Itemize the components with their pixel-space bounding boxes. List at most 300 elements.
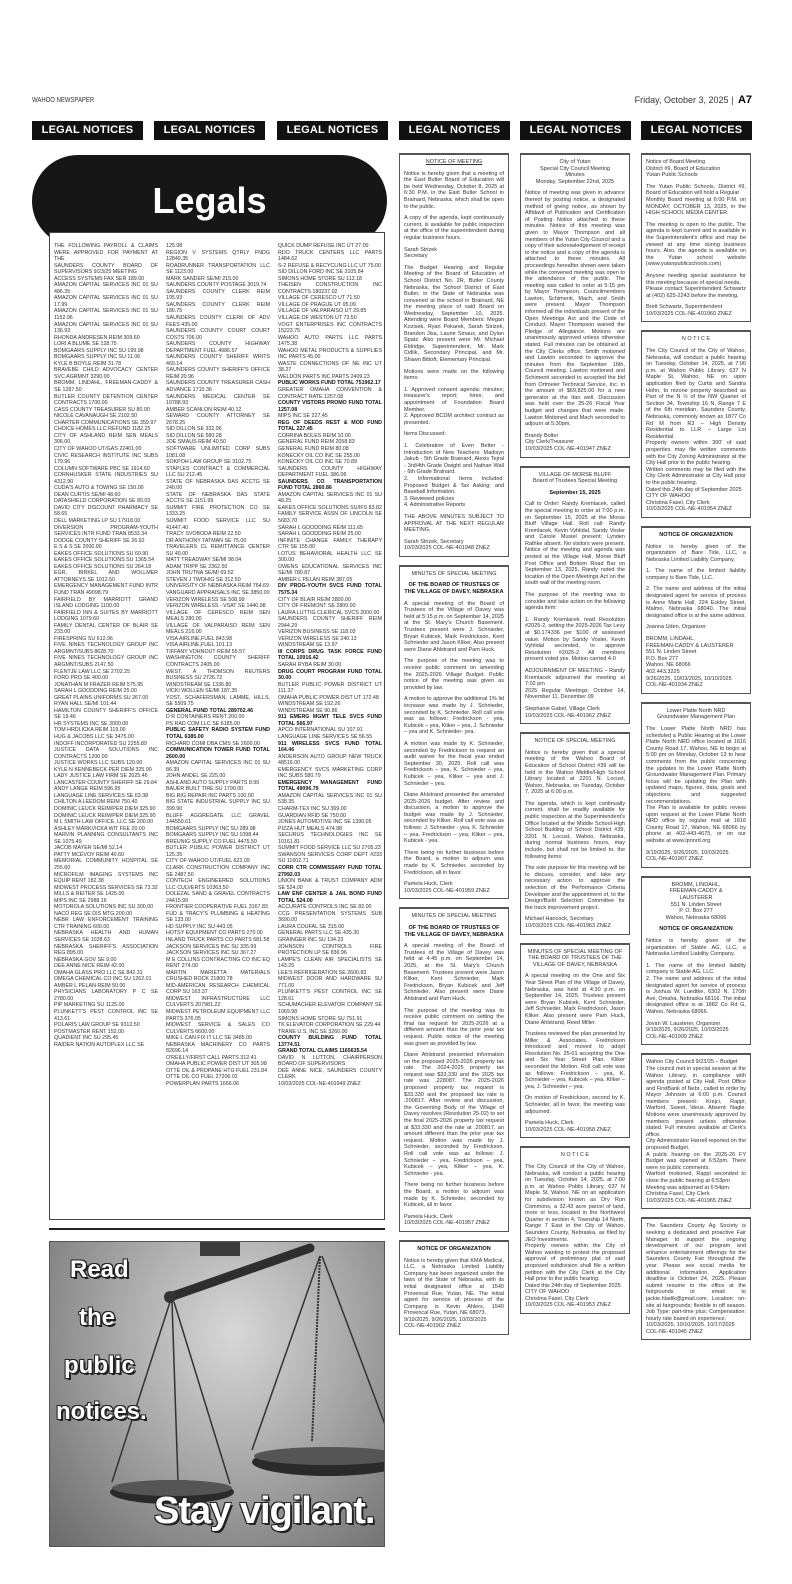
claim-line: BOMGAARS SUPPLY INC SU 1098.44 [166,832,259,839]
claim-line: SAUNDERS COUNTY HIGHWAY DEPARTMENT FUEL 4986.57 [166,341,270,354]
legal-notice [520,732,630,934]
claim-line: AMAZON CAPITAL SERVICES INC 01 SU 486.35 [54,282,158,295]
claim-line: JONATHAN M FRAZER REIM 575.95 [54,681,144,688]
claim-line: MIPS INC SE 2988.16 [54,897,107,904]
section-banner: LEGAL NOTICES [32,121,143,140]
claim-line: JOHN TRUTNA SE/MI 69.52 [166,570,234,577]
legal-notice [399,1240,509,1335]
notice-paragraph: Notice is hereby given that a special meeting of the Wahoo Board of Education of School District #39 will be held in the Wahoo Middle/High School Library located at 2201 N. Locust, Wahoo, Nebraska, on Tuesday, October 7, 2025 at 6:00 p.m. [525,749,625,796]
claim-line: AMAZON CAPITAL SERVICES INC 01 SU 86.39 [166,760,270,773]
claim-line: LEE'S REFRIGERATION SE 2600.83 [278,969,367,976]
ad-text-line: the [79,1304,115,1331]
claim-line: 125.98 [166,243,183,249]
notice-title: NOTICE OF MEETING [425,159,483,165]
claim-line: SUMMIT FIRE PROTECTION CO SE 1333.25 [166,504,270,518]
notice-paragraph: On motion of Fredrickson, second by K. Schnieder, all in favor, the meeting was adjourned. [525,1095,625,1115]
notice-title: NOTICE OF ORGANIZATION [659,531,733,538]
claim-line: SID DILLON SE 332.96 [166,426,222,433]
claim-line: CHARM-TEX INC SU 369.00 [278,806,347,813]
claim-line: VANGUARD APPRAISALS INC SE 3850.00 [166,589,270,596]
claim-line: RAIDER NATION AUTOPLEX LLC SE [54,1041,145,1048]
claim-line: FRONTIER COOPERATIVE FUEL 3167.83 [166,904,268,911]
claim-line: CCG PRESENTATION SYSTEMS SUB 3690.00 [278,910,382,924]
notice-paragraph: Diane Ahlstrand presented the amended 2025-2026 budget. After review and discussion, a motion to approve the budget was made by J. Schnieder, seconded by Kliker. Roll call vote was as follows: J. Schnieder - yea, K. Schnieder – yea, Fredrickson – yea, Kliker – yea, Kubicek - yea. [404,792,504,845]
payroll-column-2 [166,243,270,1088]
notice-paragraph: Sarah Strizek Secretary [404,246,438,260]
claim-line: FAIRFIELD BY MARRIOTT GRAND ISLAND LODGING 1100.00 [54,596,158,610]
claim-line: MOTOROLA SOLUTIONS INC SU 300.00 [54,904,154,911]
claim-line: NEBRASKA MACHINERY CO PARTS 82696.14 [166,1041,270,1055]
notice-paragraph: Michael Hancock, Secretary 10/03/2025 COL-NE-401963 ZNEZ [525,916,611,929]
claim-line: REGION V SYSTEMS QTRLY FNDG 12849.35 [166,249,270,263]
notice-paragraph: Notice of Board Meeting District #9, Board of Education Yutan Public Schools [646,159,721,179]
claim-line: WEST, A THOMSON REUTERS BUSINESS SU 2726.72 [166,668,270,682]
claim-line: EMERGENCY MANAGEMENT FUND INTR FUND TRAN 49098.79 [54,583,158,596]
legal-notice [399,907,509,1232]
claim-line: HAMILTON COUNTY SHERIFF'S OFFICE SE 19.46 [54,707,158,721]
claim-line: PHYSICIANS LABORATORY P C SE 2780.00 [54,989,158,1002]
claim-line: PLUNKETT'S PEST CONTROL INC SE 413.61 [54,1008,158,1022]
claim-line: DOLEZAL SAND & GRAVEL CONTRACTS 24415.99 [166,891,270,904]
notice-paragraph: The purpose of the meeting was to receive public comment on setting the final tax request for 2025-2026 at a different amount than the prior year tax request. Public notice of the meeting was given as provided by law. [404,1007,504,1047]
claim-line: NEBR LAW ENFORCEMENT TRAINING CTR TRAINING 600.00 [54,917,158,930]
notice-paragraph: 9/19/2025, 9/26/2025, 10/03/2025 COL-NE-401907 ZNEZ [646,849,729,863]
claim-line: JACOB MAYER SE/MI 52.14 [54,845,123,852]
fund-total: REG OF DEEDS REST & MOD FUND TOTAL 227.45 [278,419,382,433]
ad-text-line: notices. [56,1398,147,1425]
claim-line: BRAVEBE CHILD ADVOCACY CENTER SVC AGRMNT 3290.00 [54,367,158,380]
notice-paragraph: 2. The name and address of the initial designated agent for service of process is Anne Marie Hall, 224 Eckley Street, Malmo, Nebraska 68040. The initial designated office is at the same address. [646,586,746,619]
claim-line: EAKES OFFICE SOLUTIONS SU 60.90 [54,550,149,557]
claim-line: WINDSTREAM SE 90.86 [278,707,338,714]
claim-line: VILLAGE OF VALPARAISO REIM SEN MEALS 216.00 [166,622,270,636]
claim-line: MATT TREADWAY SE/MI 98.04 [166,557,242,564]
claim-line: SAUNDERS COUNTY HIGHWAY DEPARTMENT FUEL 386.06 [278,465,382,479]
claim-line: GREATER OMAHA CONVENTION & CONTRACT RATE 1257.08 [278,387,382,400]
section-banner: LEGAL NOTICES [277,121,388,140]
claim-line: JOE SMAUS REIM 40.50 [166,439,227,446]
claim-line: CITY OF WAHOO UT/GAS 22401.00 [54,445,142,452]
claim-line: LOTUS BEHAVIORAL HEALTH LLC SE 300.00 [278,550,382,564]
page-number: A7 [737,94,752,106]
legal-notice [520,153,630,458]
notice-paragraph: The City Council of the City of Wahoo, Nebraska, will conduct a public hearing on Tuesday, October 14, 2025, at 7:00 p.m. at Wahoo Public Library, 637 N Maple St, Wahoo, NE on upon application filed by Curtis and Sandra Hohn, to rezone property described as Part of the N ½ of the NW Quarter of Section 34, Township 16 N, Range 7 E of the 6th meridian, Saunders County, Nebraska, commonly known as 1877 Co Rd M from R3 – High Density Residential to LLR – Large Lot Residential. Property owners within 300' of said properties may file written comments with the City Zoning Administrator at the City Hall prior to the public hearing. Written comments may be filed with the City Clerk Administrator at City Hall prior to the public hearing. Dated this 24th day of September 2025 CITY OF WAHOO Christina Fasel, City Clerk 10/03/2025 COL-NE-401954 ZNEZ [646,348,746,513]
claim-line: WINDSTREAM SE 13.97 [278,642,338,649]
claim-line: BAUER BUILT TIRE SU 1790.00 [166,786,244,793]
notice-title: Lower Platte North NRD Groundwater Management Plan [657,707,735,721]
claim-line: OMAHA PUBLIC POWER DIST UT 305.98 [166,1061,267,1068]
claim-line: MIDWEST INFRASTRUCTURE LLC CULVERTS 207981.22 [166,995,270,1009]
claim-line: VERIZON BUSINESS SE 118.03 [278,629,356,636]
claim-line: VERIZON WIRELESS SE 508.99 [166,596,245,603]
notice-paragraph: Notice is hereby given of the organization of Bare Tide, LLC, a Nebraska Limited Liability Company. [646,543,746,563]
claim-line: SOKPOH LAW GROUP SE 3102.75 [166,459,252,466]
claim-line: AMAZON CAPITAL SERVICES INC 01 SU 538.35 [278,792,382,806]
claim-line: BROMM, LINDAHL, FREEMAN-CADDY & SE 1287.50 [54,380,158,394]
claim-line: JOHN ANDEL SE 225.00 [166,773,226,780]
notice-paragraph: Stephanie Gabel, Village Clerk 10/03/2025 COL-NE-401962 ZNEZ [525,705,611,719]
claim-line: KONECKY OIL CO INC SE 255.00 [278,452,360,459]
claim-line: CHILTON A LEEDOM REIM 750.40 [54,799,138,806]
notice-paragraph: Motions were made on the following items: [404,368,504,382]
claim-line: WAHOO METAL PRODUCTS & SUPPLIES INC PARTS 45.00 [278,347,382,361]
notice-paragraph: Notice is hereby given that a meeting of the East Butler Board of Education will be held Wednesday, October 8, 2025 at 6:30 P.M. in the East Butler School in Brainard, Nebraska, which shall be open to the public. [404,170,504,210]
claim-line: MIDWEST SERVICE & SALES CO CULVERTS 6600.00 [166,1022,270,1035]
notice-title: VILLAGE OF MORSE BLUFF Board of Trustees Special Meeting [532,471,618,485]
claim-line: VERIZON WIRELESS - VSAT SE 1440.98 [166,603,266,610]
claim-line: OMAHA PUBLIC POWER DIST UT 172.48 [278,694,379,701]
claim-line: SAUNDERS COUNTY SHERIFF WRITS 469.14 [166,354,270,367]
separator: | [731,95,734,105]
claim-line: LANGUAGE LINE SERVICES SE 56.55 [278,734,373,741]
claim-line: MIKE L CAN FIX IT LLC SE 3485.00 [166,1035,252,1042]
claim-line: SAUNDERS COUNTY CLERK OF ADV FEES 435.00 [166,315,270,328]
claim-line: SAUNDERS COUNTY SHERIFF'S OFFICE REIM 20.96 [166,367,270,380]
fund-total: LAW ENF CENTER & JAIL BOND FUND TOTAL 524.00 [278,891,382,904]
claim-line: PS RAD COM LLC SE 6185.00 [166,720,240,727]
fund-total: COUNTY BUILDING FUND TOTAL 13774.51 [278,1035,382,1048]
fund-total: COMMUNICATION TOWER FUND TOTAL 2600.00 [166,747,270,760]
claim-line: GUARDIAN RFID SE 750.00 [278,812,346,819]
claim-line: ANDY LANGE REIM 596.95 [54,786,121,793]
claim-line: S-2 REFUSE & RECYCLING LLC UT 75.00 [278,262,381,269]
claim-line: VILLAGE OF WESTON UT 73.50 [278,315,357,322]
claim-line: FAMILY SERVICE ASSN OF LINCOLN SE 5683.70 [278,511,382,524]
claim-line: OWENS EDUCATIONAL SERVICES INC SE/MI 780.87 [278,563,382,577]
claim-line: EAKES OFFICE SOLUTIONS SU/IFS 83.82 [278,504,382,511]
fund-total: GENERAL FUND TOTAL 289702.46 [166,707,254,714]
claim-line: GENERAL FUND REIM 80.08 [278,445,349,452]
claim-line: YOST, SCHAFERSMAN, LAMME, HILLS, SE 5509.75 [166,694,270,708]
claim-line: RHONDA ANDRESEN REIM 309.60 [54,334,140,341]
claim-line: ASHLEY MARKVICKA WIT FEE 20.00 [54,825,145,832]
claim-line: GENERAL FUND REIM 2058.83 [278,439,355,446]
claim-line: D R CONTAINERS RENT 200.00 [166,714,245,721]
notice-paragraph: THE ABOVE MINUTES SUBJECT TO APPROVAL AT THE NEXT REGULAR MEETING. [404,513,504,534]
notice-paragraph: 1. Approved consent agenda: minutes; treasurer's report; hires; and appointment of Foundation Board Member. 2. Approved BCDM architect contract as presented. [404,386,504,426]
notice-paragraph: There being no further business before the Board, a motion to adjourn was made by K. Schnieder, seconded by Fredrickson, all in favor. [404,849,504,876]
claim-line: LORI A BLUME SE 128.75 [54,341,117,348]
claim-line: SAUNDERS COUNTY CLERK REIM 180.75 [166,301,270,315]
claim-line: CIVIC RESEARCH INSTITUTE INC SUBS 179.96 [54,452,158,466]
ad-text-line: public [64,1352,135,1379]
notice-paragraph: Diane Ahlstrand presented information on the proposed 2025-2026 property tax rate. The 2024-2025 property tax request was $33,330 and the 2025 tax rate was .228087. The 2025-2026 proposed property tax request is $33,330 and the proposed tax rate is .200817. After review and discussion, the Governing Body of the Village of Davey resolves (Resolution 25-02) to set the final 2025-2026 property tax request at $33,330 and the rate at .200817, an amount different than the prior year tax request. Motion was made by J. Schnieder, seconded by Fredrickson. Roll call vote was as follows: J. Schnieder – yea, Fredrickson – yea, Kubicek – yea, Kliker – yea, K. Schnieder - yea. [404,1052,504,1177]
public-notice-ad [49,1241,385,1547]
claim-line: BUTLER COUNTY DETENTION CENTER CONTRACTS 1700.00 [54,393,158,407]
claim-line: VILLAGE OF CERESCO REIM SEN MEALS 280.00 [166,609,270,623]
claim-line: INFINITE CHANGE FAMILY THERAPY CTR SE 155.00 [278,537,382,551]
claim-line: SCHUMACHER ELEVATOR COMPANY SE 1069.98 [278,1002,382,1015]
section-banner: LEGAL NOTICES [520,121,631,140]
claim-line: KYLE N KENNEBECK PER DIEM 325.90 [54,766,152,773]
divider [49,1228,385,1230]
ad-tagline: Stay vigilant. [154,1490,375,1532]
notice-paragraph: Notice of meeting was given in advance thereof by posting notice, a designated method of giving notice, as shown by Affidavit of Publication and Certification of Posting Notice attached to these minutes. Notice of this meeting was given to Mayor Thompson and all members of the Yutan City Council and a copy of their acknowledgement of receipt to the notice and a copy of the agenda is attached to these minutes. All proceedings hereafter shown were taken while the convened meeting was open to the attendance of the public. The meeting was called to order at 5:15 pm by Mayor Thompson, Councilmembers Lawton, Schimenti, Mach, and Smith were present. Mayor Thompson informed all the individuals present of the Open Meetings Act and the Code of Conduct. Mayor Thompson waived the Pledge of Allegiance. Motions are unanimously approved unless otherwise stated. Full minutes can be obtained at the City Clerks office. Smith motioned and Lawton seconded to approve the minutes from the September 16th, Council meeting. Lawton motioned and Schimenti seconded to accepted the bid from Ortmeier Technical Service, Inc. in the amount of $69,825.00 for a new generator at the Itan well. Discussion was held over the 25-26 Fiscal Year budget and changes that were made. Lawton Motioned and Mach seconded to adjourn at 5:30pm. [525,190,625,428]
notice-paragraph: Pamela Huck, Clerk 10/03/2025 COL-NE-401957 ZNEZ [404,1213,490,1227]
claim-line: BOMGAARS SUPPLY INC SU 11.06 [54,354,141,361]
claim-line: SIMONS HOME STORE SU 113.18 [278,275,362,282]
notice-title: MINUTES OF SPECIAL MEETING [411,913,497,920]
claim-line: DEE ANNE NICE REIM 42.00 [54,963,125,970]
fund-total: COUNTY VISTORS PROMO FUND TOTAL 1257.08 [278,400,382,413]
claim-line: OMAHA GLASS PRO LLC SE 842.31 [54,969,143,976]
claim-line: SARAH L GOODDING REIM 25.00 [278,531,361,538]
claim-line: BOMGAARS SUPPLY INC SU 199.98 [54,347,144,354]
claim-line: VISA AIRLINE,FUEL 101.13 [166,642,233,649]
claim-line: MIPS INC SE 227.45 [278,413,328,420]
claim-line: CITY OF BLAIR REIM 2800.00 [278,596,351,603]
notices-column-4 [399,153,509,1343]
claim-line: COLUMN SOFTWARE PBC SE 1914.60 [54,465,150,472]
section-title: Legals [32,155,387,247]
claim-line: ASHLAND AUTO SUPPLY PARTS 8.99 [166,779,260,786]
claim-line: PLUNKETT'S PEST CONTROL INC SE 128.61 [278,989,382,1002]
claim-line: NEBRASKA.GOV SE 9.00 [54,956,117,963]
claim-line: VICKI WOLLEN SE/MI 187.35 [166,688,238,695]
notice-paragraph: Brandy Bolter City Clerk/Treasurer 10/03/2025 COL-NE-401947 ZNEZ [525,432,611,452]
notice-paragraph: 1. Celebration of Even Better - Introduction of New Teachers: Madisyn Jakub - 5th Grade Brainard, Alexis Tejral - 3rd/4th Grade Dwight and Nathan Wall - 6th Grade Brainard. 2. Informational Items Included: Proposed Budget & Tax Asking; and Baseball Information. 3. Reviewed policies 4. Administrative Reports [404,442,504,509]
notice-paragraph: A motion to approve the additional 1% lid increase was made by J. Schnieder, seconded by K. Schnieder. Roll call vote was as follows: Fredrickson - yea, Kubicek – yea, Kliker – yea, J. Schnieder – yea and K. Schnieder- yea. [404,696,504,736]
notice-title: N O T I C E [681,336,711,343]
claim-line: VILLAGE OF CERESCO UT 71.50 [278,295,360,302]
notice-paragraph: The meeting is open to the public. The agenda is kept current and is available in the Superintendent's office and may be viewed at any time during business hours. Also, the agenda is available on the Yutan school website (www.yutanpublicschools.com) [646,221,746,268]
claim-line: CONTECH ENGINEERED SOLUTIONS LLC CULVERTS 10363.50 [166,878,270,891]
notice-paragraph: 1. Randy Kremlacek read Resolution #2025-2, setting the 2025-2026 Tax Levy at $0.174336 per $100 of assessed value. Motion by Sandy Vosler, Kevin Vyhlidal seconded, to approve Resolution #2025-2. All members present voted yes. Motion carried 4-0 [525,616,625,663]
section-banner: LEGAL NOTICES [154,121,265,140]
claim-line: BUTLER PUBLIC POWER DISTRICT UT 125.35 [166,845,270,858]
claim-line: SUMMIT FOOD SERVICE LLC SU 2705.23 [278,845,381,852]
notice-paragraph: The Saunders County Ag Society is seeking a dedicated and proactive Fair Manager to support the ongoing development of our program and enhance entertainment offerings for the Saunders County Fair throughout the year. Please see social media for additional information. Application deadline is October 24, 2025. Please submit resume to the office at the fairgrounds or email to jackie.hladik@gmail.com. Location: on-site at fairgrounds; flexible in off season. Job Type: part-time plus; Compensation: hourly rate based on experience. 10/03/2025, 10/10/2025, 10/17/2025 COL-NE-401945 ZNEZ [646,1223,746,1335]
claim-line: INDOFF INCORPORATED SU 2255.89 [54,740,147,747]
claim-line: FAIRFIELD INN & SUITES BY MARRIOTT LODGING 1079.60 [54,609,158,623]
claim-line: STAPLES CONTRACT & COMMERCIAL LLC SU 212.45 [166,465,270,479]
claim-line: SAUNDERS COUNTY POSTAGE 3019.74 [166,282,267,289]
claim-line: BLUFF AGGREGATE LLC GRAVEL 144550.61 [166,812,270,826]
claim-line: JUSTICE WORKS LLC SUBS 120.00 [54,760,143,767]
claim-line: AMAZON CAPITAL SERVICES INC 01 SU 48.25 [278,491,382,505]
fund-total: DRUG COURT PROGRAM FUND TOTAL 30.00 [278,668,382,682]
claim-line: WASTE CONNECTIONS OF NE INC UT 38.27 [278,360,382,374]
notice-paragraph: The City Council of the City of Wahoo, Nebraska, will conduct a public hearing on Tuesday, October 14, 2025, at 7:00 p.m. at Wahoo Public Library, 637 N Maple St, Wahoo, NE on an application for subdivision known as Dry Run Commons, a 32.43 acre parcel of land, more or less, located in the Northwest Quarter in section 4, Township 14 North, Range 7 East in the City of Wahoo, Saunders County, Nebraska, as filed by JEO Investments. Property owners within the City of Wahoo wanting to protest the proposed approval of preliminary plat of said proposed subdivision shall file a written petition with the City Clerk at the City Hall prior to the public hearing. Dated this 24th day of September 2025 CITY OF WAHOO Christina Fasel, City Clerk 10/03/2025 COL-NE-401953 ZNEZ [525,1164,625,1309]
notice-subtitle: NOTICE OF ORGANIZATION [659,926,733,933]
claim-line: E S & S SE 2000.00 [54,544,102,551]
dateline [635,94,752,106]
claim-line: MARVIN PLANNING CONSULTANTS INC SE 1075.49 [54,832,158,845]
claim-line: RDO TRUCK CENTERS LLC PARTS 1484.62 [278,249,382,263]
claim-line: LAMPE'S CLEAN AIR SPECIALISTS SE 143.25 [278,956,382,970]
notice-paragraph: Brett Schwartz, Superintendent 10/03/2025 COL-NE-401960 ZNEZ [646,304,732,317]
claim-line: OMEGA CHEMICAL CO INC SU 1262.01 [54,976,152,983]
claim-line: GENERAL PARTS LLC SE 435.30 [278,930,360,937]
claim-line: POLARIS LAW GROUP SE 9312.50 [54,1022,140,1029]
notice-paragraph: Notice is hereby given that KMA Medical, LLC, a Nebraska Limited Liability Company has been organized under the laws of the State of Nebraska, with its initial designated office at 1540 Provencal Rue, Yutan, NE. The initial agent for service of process of the Company is Kevin Ahlers, 1540 Provencal Rue, Yutan, NE 68073. 9/19/2025, 9/26/2025, 10/03/2025 COL-NE-401902 ZNEZ [404,1257,504,1330]
notice-paragraph: Notice is hereby given of the organization of Stable AG, LLC, a Nebraska Limited Liability Company. [646,938,746,958]
claim-line: DEE ANNE NICE, SAUNDERS COUNTY CLERK [278,1067,382,1081]
claim-line: TK ELEVATOR CORPORATION SE 229.44 [278,1022,381,1029]
claim-line: BIG RIG REPAIR INC PARTS 100.00 [166,792,254,799]
claim-line: CHARTER COMMUNICATIONS SE 359.97 [54,419,157,426]
notices-column-5 [520,153,630,1322]
fund-total: CORR CTR COMMISSARY FUND TOTAL 27992.03 [278,864,382,878]
claim-line: JUSTICE DATA SOLUTIONS INC CONTRACTS 1200.00 [54,747,158,760]
claim-line: CITY OF FREMONT SE 2800.00 [278,603,356,610]
notice-title: MINUTES OF SPECIAL MEETING OF THE BOARD OF TRUSTEES OF THE VILLAGE OF DAVEY, NEBRASKA [527,948,623,968]
claim-line: AMAZON CAPITAL SERVICES INC 01 SU 1152.96 [54,308,158,322]
claim-line: BUTLER PUBLIC POWER DISTRICT UT 111.37 [278,681,382,695]
claim-line: SAUNDERS MEDICAL CENTER SE 10788.93 [166,393,270,407]
legal-notice [520,943,630,1139]
claim-line: DR ANTHONY TATMAN SE 75.00 [166,537,247,544]
claim-line: WAHOO AUTO PARTS LLC PARTS 1475.38 [278,334,382,348]
claim-line: MIDWEST PROCESS SERVICES SE 73.32 [54,884,158,891]
fund-total: PUBLIC WORKS FUND TOTAL 751962.17 [278,380,381,387]
claim-line: HR SYSTEMS INC SE 3000.00 [54,720,129,727]
claim-line: M L SMITH LAW OFFICE, LLC SE 200.00 [54,819,154,826]
claim-line: AMBER L PELAN REIM 387.05 [278,576,353,583]
notice-title: NOTICE OF SPECIAL MEETING [534,738,616,745]
legal-notice [641,330,751,517]
claim-line: SID DILLON SE 580.28 [166,432,222,439]
claim-line: MIDWEST PETROLEUM EQUIPMENT LLC PARTS 376.05 [166,1008,270,1022]
legal-notice [641,1053,751,1209]
legal-notice [641,876,751,1045]
notice-paragraph: Jovan W. Lausterer, Organizer 9/19/2025, 9/26/2025, 10/03/2025 COL-NE-401909 ZNEZ [646,1020,729,1040]
claim-line: EAKES OFFICE SOLUTIONS SU 1365.54 [54,557,155,564]
claim-line: OTTE OIL & PROPANE HTG FUEL 231.84 [166,1067,268,1074]
legal-notice [641,526,751,694]
claim-line: TRACY SVOBODA REIM 22.50 [166,531,241,538]
notice-paragraph: There being no further business before the Board, a motion to adjourn was made by K. Schnieder, seconded by Kubicek, all in favor. [404,1182,504,1209]
claim-line: ROADRUNNER TRANSPORTATION LLC SE 1123.00 [166,262,270,276]
claim-line: WINDSTREAM SE 1336.80 [166,681,232,688]
notice-paragraph: Call to Order: Randy Kremlacek, called the special meeting to order at 7:00 p.m. on September 15, 2025 at the Morse Bluff Village Hall. Roll call: Randy Kremlacek, Kevin Vyhlidal, Sandy Vosler and Carole Musiel present; Lynden Rathke absent. No visitors were present. Notice of the meeting and agenda was posted at the Village Hall, Morse Bluff Post Office and Bottom Road Bar on September 13, 2025. Randy noted the location of the Open Meetings Act on the south wall of the meeting room. [525,501,625,587]
claim-line: NEBRASKA SHERIFF'S ASSOCIATION REG 895.00 [54,943,158,957]
fund-total: EMERGENCY MANAGEMENT FUND TOTAL 49096.79 [278,779,382,793]
claim-line: FUD & TRACY'S PLUMBING & HEATING SE 133.00 [166,910,270,924]
notice-paragraph: ADJOURNMENT OF MEETING – Randy Kremlacek adjourned the meeting at 7:02 pm 2025 Regular Meetings: October 14, November 11, December 09 [525,667,625,701]
fund-total: GRAND TOTAL CLAIMS 1165635.54 [278,1048,367,1055]
notice-paragraph: Wahoo City Council 9/23/25 – Budget The council met in special session at the Wahoo Library, in compliance with agenda posted at City Hall, Post Office and FirstBank of Nebr., called to order by Mayor Johnson at 6:00 p.m. Council members present: Krejci, Rappl, Warford, Sweet, Ideus. Absent: Nagle. Motions were unanimously approved by members present unless otherwise stated. Full minutes available at Clerk's office. City Administrator Harrell reported on the proposed Budget. A public hearing on the 2025-26 FY Budget was opened at 6:52pm. There were no public comments. Warford motioned, Rappl seconded to close the public hearing at 6:53pm Meeting was adjourned at 6:54pm. Christina Fasel, City Clerk 10/03/2025 COL-NE-401965 ZNEZ [646,1059,746,1204]
notice-subtitle: OF THE BOARD OF TRUSTEES OF THE VILLAGE OF DAVEY, NEBRASKA [404,925,504,938]
claim-line: SARAH RYBA REIM 30.00 [278,662,342,668]
claim-line: DIVERSION PROGRAM-YOUTH SERVICES INTR FUND TRAN 8533.34 [54,524,158,538]
publication-name: WAHOO NEWSPAPER [32,97,95,104]
claim-line: FLENTJE LAW LLC SE 2702.25 [54,668,131,675]
notice-paragraph: BROMM, LINDAHL, FREEMAN-CADDY & LAUSTERER 551 N. Linden Street P.O. Box 277 Wahoo, NE 68066 402.443.3225 9/26/2025, 10/03/2025, 10/10/2025 COL-NE-401934 ZNEZ [646,636,734,689]
claim-line: POSTMASTER RENT 152.00 [54,1028,124,1035]
notice-paragraph: The Budget Hearing and Regular Meeting of the Board of Education of School District No. 2R, Butler County Nebraska, the School District of East Butler, in the State of Nebraska was convened at the school in Brainard, NE the meeting place of said Board on Wednesday, September 10, 2025. Attending were Board Members: Megan Kozisek, Ryan Pekarek, Sarah Strizek, Brandon Jisa, Laurie Smaus, and Dylan Spatz. Also present were Mr. Michael Eldridge, Superintendent, Mr. Mark Cidlik, Secondary Principal, and Mr. Shawn Bittoft, Elementary Principal. [404,264,504,364]
notice-paragraph: 1. The name of the limited liability company is Bare Tide, LLC. [646,568,746,581]
notice-paragraph: Joanna Uden, Organizer [646,624,706,631]
legal-notice [520,1146,630,1314]
notice-paragraph: The agenda, which is kept continually current, shall be readily available for public inspection at the Superintendent's Office located at the Middle School-High School Building of School District #39, 2201 N. Locust, Wahoo, Nebraska, during normal business hours, may include, but shall not be limited to, the following items: [525,800,625,860]
claim-line: SAUNDERS COUNTY SHERIFF REIM 2944.29 [278,616,382,629]
claim-line: M E COLLINS CONTRACTING CO INC EQ RENT 274.00 [166,956,270,970]
claim-line: SOFTWARE UNLIMITED CORP SUBS 1081.08 [166,445,270,459]
claim-line: WINDSTREAM SE 192.26 [278,701,341,708]
claim-line: APCO INTERNATIONAL SU 107.91 [278,727,363,734]
notice-paragraph: The purpose of the meeting was to consider and take action on the following agenda item: [525,592,625,612]
claim-line: DAVID CITY DISCOUNT PHARMACY SE 58.65 [54,504,158,518]
claim-line: JONES AUTOMOTIVE INC SE 1390.05 [278,819,372,826]
ad-text-line: Read [70,1256,129,1283]
section-banner: LEGAL NOTICES [641,121,752,140]
notice-paragraph: Items Discussed: [404,431,446,438]
issue-date: Friday, October 3, 2025 [634,95,729,105]
claim-line: JOHNSON CONTROLS FIRE PROTECTION LP SE 836.96 [278,943,382,957]
claim-line: HOTSY EQUIPMENT CO PARTS 270.00 [166,930,263,937]
notice-paragraph: A special meeting of the Board of Trustees of the Village of Davey was held at 5:15 p.m. on September 14, 2025 at the St. Mary's Church Basement. Trustees present were J. Schnieder, Bryan Kubicek, Mark Fredrickson, Kent Schnieder and Jason Kliker. Also present were Diane Ahlstrand and Pam Huck. [404,600,504,653]
claim-line: SAUNDERS COUNTY COURT COURT COSTS 706.00 [166,328,270,341]
claim-line: VOGT ENTERPRISES INC CONTRACTS 15223.75 [278,321,382,335]
notice-paragraph: 1. The name of the limited liability company is Stable AG, LLC. 2. The name and address of the initial designated agent for service of process is Joshua W. Luedtke, 6302 N. 170th Ave, Omaha, Nebraska 68116. The initial designated office is at 1882 Co Rd G, Wahoo, Nebraska 68066. [646,962,746,1015]
claim-line: SAUNDERS COUNTY CLERK REIM 195.93 [166,288,270,302]
claim-line: ADAM TRIPP SE 2362.50 [166,563,228,570]
notice-paragraph: The sole purpose for this meeting will be to discuss, consider, and take any necessary action to approve the selection of the Performance Criteria Developer and the appointment of, to the Design/Build Selection Committee for the track improvement project. [525,865,625,911]
claim-line: JACKSON SERVICES INC SU 335.99 [166,943,257,950]
claim-line: TIFFANY VOHNOUT REIM 55.57 [166,648,245,655]
claim-line: KONECKY OIL CO INC SE 70.89 [278,459,357,466]
claim-line: CITY OF ASHLAND REIM SEN MEALS 306.00 [54,432,158,446]
claim-line: DOMINIC LEUCK REIM/PER DIEM 325.90 [54,812,156,819]
fund-total: 911 EMERG MGMT TELE SVCS FUND TOTAL 566.97 [278,714,382,727]
claim-line: SIMONS HOME STORE SU 751.91 [278,1015,363,1022]
claim-line: POWERPLAN PARTS 1666.06 [166,1081,240,1087]
legal-notice [641,153,751,322]
claim-line: WASHINGTON COUNTY SHERIFF CONTRACTS 2405.00 [166,655,270,668]
claim-line: GRAINGER INC SU 134.23 [278,936,344,943]
claim-line: THEISEN CONSTRUCTION INC CONTRACTS 180237.02 [278,282,382,295]
claim-line: O'REILLY/FIRST CALL PARTS 312.41 [166,1054,257,1061]
claim-line: EGR, BIRKEL AND WOLLMER ATTORNEYS SE 1012.50 [54,570,158,583]
notice-paragraph: A special meeting on the One and Six Year Street Plan of the Village of Davey, Nebraska, was held at 4:30 p.m. on September 14, 2025. Trustees present were Bryan Kubicek, Kent Schnieder, Jeff Schnieder, Mark Fredrickson, Jason Kliker. Also present were Pam Huck, Diane Ahlstrand, Reed Miller. [525,973,625,1026]
claim-line: WELDON PARTS INC PARTS 2409.23 [278,373,370,380]
claim-line: CHOICE HOMES LLC REFUND 1182.25 [54,426,151,433]
notice-paragraph: Anyone needing special assistance for this meeting because of special needs, Please contact Superintendent Schwartz at (402) 625-2243 before the meeting. [646,272,746,299]
claim-line: SAUNDERS COUNTY TREASURER CASH ADVANCE 1710.36 [166,380,270,394]
claim-line: CUDA'S AUTO & TOWING SE 150.00 [54,485,144,492]
claim-line: CORRINA BOLES REIM 10.00 [278,432,351,439]
claim-line: EMERGENCY SVCS MARKETING CORP INC SUBS 580.79 [278,766,382,780]
section-banners [32,121,752,141]
claim-line: SARAH L GOODDING REIM 25.00 [54,688,137,695]
payroll-claims-notice [49,232,385,1220]
claim-line: MARTIN MARIETTA MATERIALS CRUSHED ROCK 21800.78 [166,969,270,983]
claim-line: ACCURATE CONTROLS INC SE 82.00 [278,904,372,911]
claim-line: PIZZA HUT MEALS 474.88 [278,825,343,832]
claim-line: TOM HRDLICKA REIM 119.00 [54,727,126,734]
notice-subtitle: OF THE BOARD OF TRUSTEES OF THE VILLAGE OF DAVEY, NEBRASKA [404,582,504,596]
claim-line: CLARK CONSTRUCTION COMPANY INC SE 2487.50 [166,864,270,878]
claim-line: SECURUS TECHNOLOGIES INC SE 10161.81 [278,832,382,845]
legal-notice [399,565,509,900]
claim-line: LANGUAGE LINE SERVICES SE 63.38 [54,792,149,799]
claim-line: VILLAGE OF VALPARAISO UT 29.85 [278,308,367,315]
claim-line: EAKES OFFICE SOLUTIONS SU 264.18 [54,563,152,570]
fund-total: PUBLIC SAFETY RADIO SYSTEM FUND TOTAL 6385.00 [166,727,270,741]
claim-line: OTTE OIL CO FUEL 27206.02 [166,1074,238,1081]
claim-line: CASS COUNTY TREASURER SU 80.00 [54,406,150,413]
fund-total: 911 WIRELESS SVCS FUND TOTAL 164.46 [278,740,382,754]
claim-line: ACCESS SYSTEMS FAX SER 189.00 [54,275,145,282]
claim-line: LAURA LUTTIG CLERICAL SVCS 2000.00 [278,609,380,616]
notice-title: City of Yutan Special City Council Meeting Minutes Monday, September 22nd, 2025 [535,159,615,185]
notice-paragraph: A copy of the agenda, kept continuously current, is available for public inspection at the office of the superintendent during regular business hours. [404,215,504,241]
legal-notice [520,466,630,725]
claim-line: PIP MARKETING SU 1125.00 [54,1002,125,1009]
notice-subtitle: September 15, 2025 [549,489,601,496]
legal-notice [641,702,751,868]
